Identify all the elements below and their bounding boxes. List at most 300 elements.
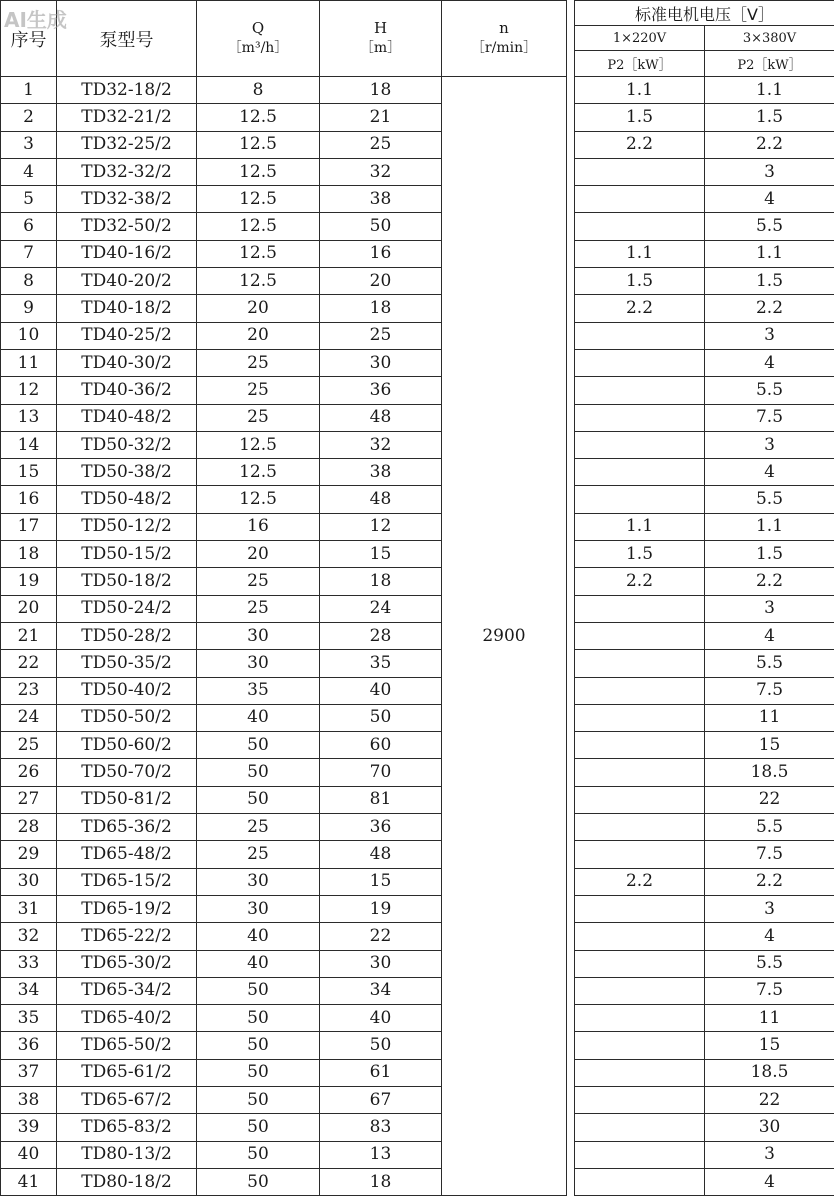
cell-head: 83 <box>320 1114 442 1141</box>
cell-no: 8 <box>1 268 57 295</box>
cell-flow: 50 <box>197 732 320 759</box>
cell-no: 18 <box>1 541 57 568</box>
cell-flow: 16 <box>197 513 320 540</box>
table-header <box>1 1 834 77</box>
table-row <box>1 131 834 158</box>
cell-head: 25 <box>320 131 442 158</box>
cell-head: 18 <box>320 1168 442 1195</box>
cell-p2-three-phase: 2.2 <box>705 868 834 895</box>
cell-p2-three-phase: 3 <box>705 158 834 185</box>
cell-p2-single-phase <box>575 213 705 240</box>
cell-no: 37 <box>1 1059 57 1086</box>
cell-flow: 50 <box>197 1059 320 1086</box>
cell-flow: 25 <box>197 568 320 595</box>
cell-head: 36 <box>320 377 442 404</box>
cell-model: TD65-40/2 <box>57 1005 197 1032</box>
cell-flow: 50 <box>197 1141 320 1168</box>
cell-p2-single-phase <box>575 650 705 677</box>
table-row <box>1 868 834 895</box>
cell-p2-single-phase: 2.2 <box>575 131 705 158</box>
header-p2-3: P2［kW］ <box>705 51 834 77</box>
cell-no: 3 <box>1 131 57 158</box>
cell-p2-three-phase: 11 <box>705 704 834 731</box>
cell-model: TD32-32/2 <box>57 158 197 185</box>
cell-model: TD50-15/2 <box>57 541 197 568</box>
cell-p2-three-phase: 1.5 <box>705 541 834 568</box>
cell-p2-three-phase: 5.5 <box>705 950 834 977</box>
cell-p2-three-phase: 1.1 <box>705 77 834 104</box>
table-row <box>1 677 834 704</box>
table-row <box>1 622 834 649</box>
cell-p2-single-phase <box>575 486 705 513</box>
cell-no: 11 <box>1 349 57 376</box>
cell-model: TD50-38/2 <box>57 459 197 486</box>
cell-head: 18 <box>320 295 442 322</box>
table-row <box>1 1059 834 1086</box>
cell-flow: 30 <box>197 650 320 677</box>
cell-head: 40 <box>320 677 442 704</box>
cell-p2-three-phase: 22 <box>705 1086 834 1113</box>
header-head-unit: ［m］ <box>359 40 402 57</box>
table-row <box>1 1168 834 1195</box>
cell-flow: 30 <box>197 868 320 895</box>
cell-p2-single-phase: 2.2 <box>575 868 705 895</box>
cell-p2-single-phase <box>575 1059 705 1086</box>
cell-p2-single-phase <box>575 895 705 922</box>
cell-p2-single-phase <box>575 158 705 185</box>
cell-model: TD32-50/2 <box>57 213 197 240</box>
table-row <box>1 431 834 458</box>
cell-p2-single-phase <box>575 349 705 376</box>
cell-p2-single-phase: 1.5 <box>575 104 705 131</box>
cell-p2-single-phase <box>575 704 705 731</box>
cell-head: 28 <box>320 622 442 649</box>
cell-model: TD50-70/2 <box>57 759 197 786</box>
cell-head: 18 <box>320 568 442 595</box>
table-row <box>1 213 834 240</box>
cell-p2-three-phase: 5.5 <box>705 486 834 513</box>
cell-p2-single-phase: 2.2 <box>575 568 705 595</box>
table-row <box>1 704 834 731</box>
cell-model: TD32-18/2 <box>57 77 197 104</box>
cell-flow: 50 <box>197 786 320 813</box>
cell-no: 40 <box>1 1141 57 1168</box>
cell-head: 34 <box>320 977 442 1004</box>
cell-head: 38 <box>320 459 442 486</box>
header-voltage-group-label: 标准电机电压［V］ <box>635 4 774 24</box>
cell-model: TD65-48/2 <box>57 841 197 868</box>
table-row <box>1 568 834 595</box>
cell-model: TD50-60/2 <box>57 732 197 759</box>
header-gap <box>567 1 575 77</box>
cell-head: 30 <box>320 349 442 376</box>
cell-flow: 50 <box>197 759 320 786</box>
header-head <box>320 1 442 77</box>
cell-model: TD40-16/2 <box>57 240 197 267</box>
cell-flow: 12.5 <box>197 104 320 131</box>
cell-p2-three-phase: 1.5 <box>705 268 834 295</box>
cell-flow: 40 <box>197 950 320 977</box>
cell-no: 15 <box>1 459 57 486</box>
cell-head: 48 <box>320 486 442 513</box>
cell-p2-single-phase <box>575 759 705 786</box>
cell-p2-three-phase: 4 <box>705 622 834 649</box>
header-voltage-group <box>575 1 834 26</box>
cell-head: 48 <box>320 841 442 868</box>
cell-p2-three-phase: 5.5 <box>705 213 834 240</box>
cell-head: 67 <box>320 1086 442 1113</box>
table-row <box>1 1114 834 1141</box>
cell-no: 38 <box>1 1086 57 1113</box>
header-head-symbol: H <box>373 19 388 38</box>
cell-model: TD65-61/2 <box>57 1059 197 1086</box>
cell-model: TD40-18/2 <box>57 295 197 322</box>
cell-model: TD50-32/2 <box>57 431 197 458</box>
cell-model: TD50-24/2 <box>57 595 197 622</box>
cell-p2-single-phase <box>575 1114 705 1141</box>
table-row <box>1 814 834 841</box>
cell-flow: 35 <box>197 677 320 704</box>
cell-flow: 12.5 <box>197 486 320 513</box>
watermark: AI生成 <box>4 8 67 32</box>
cell-flow: 50 <box>197 1114 320 1141</box>
cell-flow: 25 <box>197 404 320 431</box>
header-voltage-1: 1×220V <box>575 26 705 51</box>
cell-head: 16 <box>320 240 442 267</box>
table-row <box>1 923 834 950</box>
cell-no: 27 <box>1 786 57 813</box>
cell-head: 32 <box>320 158 442 185</box>
table-body <box>1 77 834 1196</box>
cell-head: 30 <box>320 950 442 977</box>
cell-model: TD65-15/2 <box>57 868 197 895</box>
cell-p2-three-phase: 30 <box>705 1114 834 1141</box>
cell-p2-single-phase <box>575 814 705 841</box>
cell-no: 13 <box>1 404 57 431</box>
table-row <box>1 1032 834 1059</box>
table-row <box>1 841 834 868</box>
cell-speed: 2900 <box>442 77 567 1196</box>
header-model-label: 泵型号 <box>99 29 154 51</box>
cell-flow: 50 <box>197 1005 320 1032</box>
cell-head: 60 <box>320 732 442 759</box>
table-row <box>1 977 834 1004</box>
cell-head: 25 <box>320 322 442 349</box>
table-row <box>1 295 834 322</box>
cell-no: 25 <box>1 732 57 759</box>
cell-p2-three-phase: 5.5 <box>705 377 834 404</box>
cell-p2-single-phase: 2.2 <box>575 295 705 322</box>
cell-head: 81 <box>320 786 442 813</box>
cell-model: TD40-20/2 <box>57 268 197 295</box>
cell-p2-three-phase: 1.1 <box>705 240 834 267</box>
cell-p2-three-phase: 3 <box>705 595 834 622</box>
cell-no: 20 <box>1 595 57 622</box>
cell-p2-three-phase: 7.5 <box>705 404 834 431</box>
cell-model: TD32-38/2 <box>57 186 197 213</box>
table-row <box>1 459 834 486</box>
cell-model: TD80-13/2 <box>57 1141 197 1168</box>
cell-head: 15 <box>320 541 442 568</box>
cell-p2-three-phase: 3 <box>705 895 834 922</box>
cell-model: TD50-48/2 <box>57 486 197 513</box>
cell-p2-three-phase: 3 <box>705 1141 834 1168</box>
cell-model: TD50-50/2 <box>57 704 197 731</box>
table-row <box>1 77 834 104</box>
table-row <box>1 349 834 376</box>
cell-model: TD65-36/2 <box>57 814 197 841</box>
cell-flow: 12.5 <box>197 240 320 267</box>
cell-head: 36 <box>320 814 442 841</box>
table-row <box>1 541 834 568</box>
table-row <box>1 595 834 622</box>
header-voltage-3: 3×380V <box>705 26 834 51</box>
cell-no: 24 <box>1 704 57 731</box>
cell-no: 6 <box>1 213 57 240</box>
cell-flow: 12.5 <box>197 213 320 240</box>
cell-flow: 50 <box>197 1032 320 1059</box>
cell-p2-three-phase: 4 <box>705 459 834 486</box>
cell-p2-single-phase <box>575 950 705 977</box>
header-no <box>1 1 57 77</box>
cell-model: TD32-25/2 <box>57 131 197 158</box>
cell-no: 22 <box>1 650 57 677</box>
cell-head: 50 <box>320 704 442 731</box>
cell-model: TD50-40/2 <box>57 677 197 704</box>
cell-head: 24 <box>320 595 442 622</box>
cell-no: 19 <box>1 568 57 595</box>
cell-p2-three-phase: 3 <box>705 431 834 458</box>
table-row <box>1 240 834 267</box>
cell-flow: 20 <box>197 322 320 349</box>
cell-head: 70 <box>320 759 442 786</box>
cell-head: 48 <box>320 404 442 431</box>
cell-flow: 30 <box>197 622 320 649</box>
cell-no: 41 <box>1 1168 57 1195</box>
cell-flow: 25 <box>197 595 320 622</box>
header-p2-1: P2［kW］ <box>575 51 705 77</box>
cell-no: 33 <box>1 950 57 977</box>
cell-no: 21 <box>1 622 57 649</box>
cell-head: 61 <box>320 1059 442 1086</box>
cell-model: TD50-81/2 <box>57 786 197 813</box>
table-row <box>1 895 834 922</box>
header-speed <box>442 1 567 77</box>
cell-no: 39 <box>1 1114 57 1141</box>
table-row <box>1 486 834 513</box>
table-row <box>1 732 834 759</box>
cell-head: 15 <box>320 868 442 895</box>
cell-flow: 12.5 <box>197 459 320 486</box>
cell-model: TD65-19/2 <box>57 895 197 922</box>
cell-no: 36 <box>1 1032 57 1059</box>
cell-p2-single-phase <box>575 923 705 950</box>
cell-p2-single-phase <box>575 677 705 704</box>
table-row <box>1 650 834 677</box>
cell-flow: 12.5 <box>197 431 320 458</box>
cell-p2-single-phase <box>575 595 705 622</box>
header-no-label: 序号 <box>10 29 47 51</box>
cell-p2-single-phase <box>575 1005 705 1032</box>
cell-model: TD40-30/2 <box>57 349 197 376</box>
cell-flow: 25 <box>197 814 320 841</box>
cell-p2-three-phase: 22 <box>705 786 834 813</box>
cell-no: 12 <box>1 377 57 404</box>
cell-p2-single-phase <box>575 322 705 349</box>
cell-flow: 40 <box>197 704 320 731</box>
table-row <box>1 759 834 786</box>
cell-p2-three-phase: 15 <box>705 1032 834 1059</box>
cell-p2-three-phase: 11 <box>705 1005 834 1032</box>
gap-column <box>567 77 575 1196</box>
table-row <box>1 377 834 404</box>
cell-head: 50 <box>320 1032 442 1059</box>
cell-p2-single-phase <box>575 459 705 486</box>
cell-model: TD40-36/2 <box>57 377 197 404</box>
cell-p2-single-phase <box>575 622 705 649</box>
cell-p2-three-phase: 18.5 <box>705 1059 834 1086</box>
cell-p2-three-phase: 2.2 <box>705 568 834 595</box>
cell-p2-single-phase <box>575 404 705 431</box>
cell-head: 12 <box>320 513 442 540</box>
cell-flow: 12.5 <box>197 158 320 185</box>
cell-p2-single-phase: 1.1 <box>575 240 705 267</box>
cell-model: TD65-83/2 <box>57 1114 197 1141</box>
header-speed-unit: ［r/min］ <box>470 40 538 57</box>
table-row <box>1 1005 834 1032</box>
cell-flow: 25 <box>197 377 320 404</box>
cell-model: TD50-12/2 <box>57 513 197 540</box>
cell-head: 20 <box>320 268 442 295</box>
cell-no: 34 <box>1 977 57 1004</box>
cell-no: 16 <box>1 486 57 513</box>
header-flow-symbol: Q <box>251 19 265 38</box>
cell-p2-single-phase <box>575 431 705 458</box>
cell-no: 32 <box>1 923 57 950</box>
cell-no: 17 <box>1 513 57 540</box>
cell-flow: 25 <box>197 841 320 868</box>
cell-flow: 50 <box>197 977 320 1004</box>
cell-flow: 12.5 <box>197 268 320 295</box>
cell-flow: 50 <box>197 1168 320 1195</box>
cell-head: 18 <box>320 77 442 104</box>
cell-p2-three-phase: 4 <box>705 1168 834 1195</box>
cell-p2-single-phase <box>575 377 705 404</box>
cell-head: 19 <box>320 895 442 922</box>
table-row <box>1 513 834 540</box>
cell-flow: 30 <box>197 895 320 922</box>
cell-flow: 20 <box>197 541 320 568</box>
cell-head: 50 <box>320 213 442 240</box>
table-row <box>1 950 834 977</box>
cell-p2-single-phase <box>575 1141 705 1168</box>
cell-p2-three-phase: 18.5 <box>705 759 834 786</box>
cell-p2-single-phase: 1.1 <box>575 77 705 104</box>
header-flow <box>197 1 320 77</box>
cell-no: 29 <box>1 841 57 868</box>
cell-p2-three-phase: 3 <box>705 322 834 349</box>
cell-model: TD40-48/2 <box>57 404 197 431</box>
cell-head: 22 <box>320 923 442 950</box>
cell-p2-three-phase: 15 <box>705 732 834 759</box>
cell-no: 31 <box>1 895 57 922</box>
cell-model: TD80-18/2 <box>57 1168 197 1195</box>
cell-head: 32 <box>320 431 442 458</box>
cell-p2-three-phase: 5.5 <box>705 650 834 677</box>
cell-p2-three-phase: 4 <box>705 349 834 376</box>
cell-p2-single-phase: 1.5 <box>575 541 705 568</box>
table-row <box>1 158 834 185</box>
cell-p2-three-phase: 4 <box>705 186 834 213</box>
cell-p2-single-phase <box>575 1168 705 1195</box>
cell-p2-single-phase: 1.1 <box>575 513 705 540</box>
cell-flow: 25 <box>197 349 320 376</box>
cell-no: 35 <box>1 1005 57 1032</box>
cell-p2-three-phase: 4 <box>705 923 834 950</box>
cell-model: TD50-28/2 <box>57 622 197 649</box>
cell-head: 38 <box>320 186 442 213</box>
cell-no: 23 <box>1 677 57 704</box>
table-row <box>1 186 834 213</box>
cell-p2-three-phase: 7.5 <box>705 677 834 704</box>
table-row <box>1 322 834 349</box>
table-row <box>1 1086 834 1113</box>
cell-no: 26 <box>1 759 57 786</box>
cell-flow: 12.5 <box>197 131 320 158</box>
cell-flow: 40 <box>197 923 320 950</box>
cell-model: TD65-50/2 <box>57 1032 197 1059</box>
header-model <box>57 1 197 77</box>
cell-no: 7 <box>1 240 57 267</box>
cell-p2-three-phase: 7.5 <box>705 977 834 1004</box>
cell-model: TD65-22/2 <box>57 923 197 950</box>
cell-flow: 20 <box>197 295 320 322</box>
cell-model: TD32-21/2 <box>57 104 197 131</box>
cell-p2-three-phase: 2.2 <box>705 295 834 322</box>
cell-no: 30 <box>1 868 57 895</box>
cell-p2-three-phase: 1.5 <box>705 104 834 131</box>
cell-no: 14 <box>1 431 57 458</box>
cell-p2-three-phase: 5.5 <box>705 814 834 841</box>
cell-head: 40 <box>320 1005 442 1032</box>
cell-p2-three-phase: 7.5 <box>705 841 834 868</box>
cell-head: 35 <box>320 650 442 677</box>
cell-flow: 12.5 <box>197 186 320 213</box>
cell-p2-single-phase <box>575 732 705 759</box>
cell-p2-single-phase <box>575 977 705 1004</box>
cell-no: 1 <box>1 77 57 104</box>
cell-p2-three-phase: 2.2 <box>705 131 834 158</box>
cell-flow: 8 <box>197 77 320 104</box>
cell-p2-single-phase <box>575 1086 705 1113</box>
cell-p2-single-phase <box>575 841 705 868</box>
header-speed-symbol: n <box>499 19 509 38</box>
cell-model: TD40-25/2 <box>57 322 197 349</box>
header-flow-unit: ［m³/h］ <box>227 40 289 57</box>
table-row <box>1 404 834 431</box>
cell-head: 13 <box>320 1141 442 1168</box>
cell-no: 28 <box>1 814 57 841</box>
cell-p2-single-phase <box>575 1032 705 1059</box>
cell-model: TD50-35/2 <box>57 650 197 677</box>
cell-flow: 50 <box>197 1086 320 1113</box>
cell-no: 2 <box>1 104 57 131</box>
cell-p2-three-phase: 1.1 <box>705 513 834 540</box>
table-row <box>1 1141 834 1168</box>
cell-no: 5 <box>1 186 57 213</box>
cell-head: 21 <box>320 104 442 131</box>
cell-no: 4 <box>1 158 57 185</box>
